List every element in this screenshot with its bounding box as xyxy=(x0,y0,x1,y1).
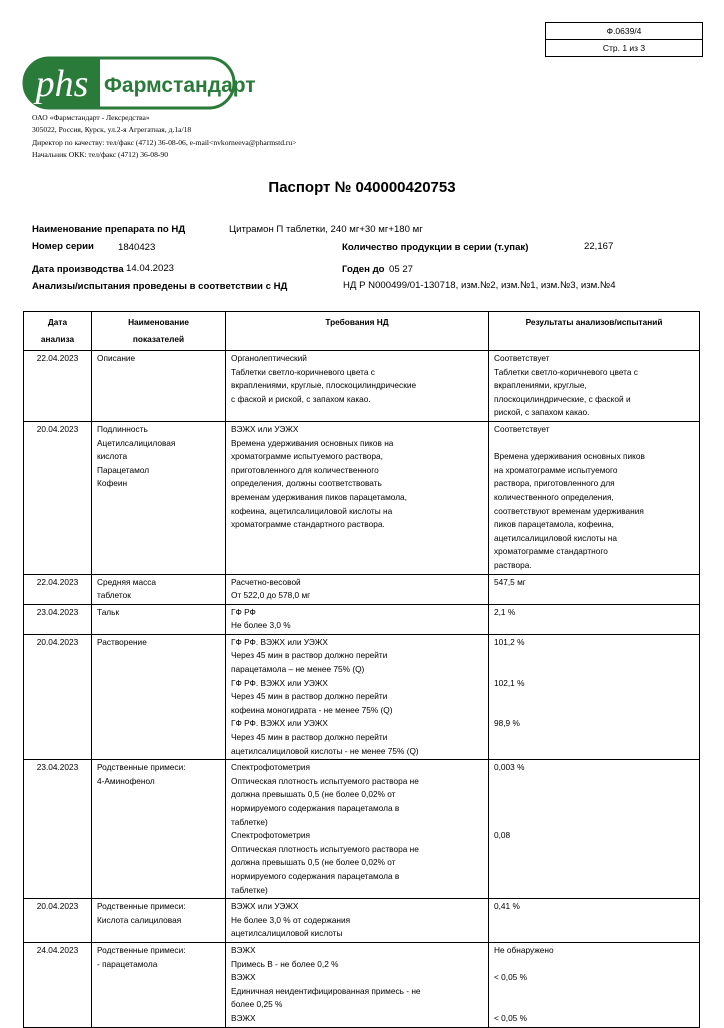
cell-results-line xyxy=(494,998,694,1012)
cell-results-line xyxy=(494,690,694,704)
cell-date xyxy=(24,351,92,422)
cell-requirements-line: приготовленного для количественного xyxy=(231,464,379,475)
cell-indicator xyxy=(92,942,226,1027)
cell-indicator-line: Родственные примеси: xyxy=(97,762,186,773)
cell-indicator xyxy=(92,574,226,604)
cell-results-line xyxy=(494,788,694,802)
cell-requirements xyxy=(226,942,489,1027)
cell-date xyxy=(24,634,92,759)
logo-brand: Фармстандарт xyxy=(104,74,256,97)
cell-indicator-line: Парацетамол xyxy=(97,464,150,475)
cell-results-line: на хроматограмме испытуемого xyxy=(494,464,618,475)
pharmstandard-logo xyxy=(22,56,256,110)
cell-results-line: 0,08 xyxy=(494,830,511,841)
cell-results xyxy=(489,574,700,604)
cell-results-line: Времена удерживания основных пиков xyxy=(494,451,645,462)
cell-requirements-line: временам удерживания пиков парацетамола, xyxy=(231,491,407,502)
company-line: Начальник ОКК: тел/факс (4712) 36-08-90 xyxy=(32,150,169,160)
cell-results xyxy=(489,899,700,943)
form-code: Ф.0639/4 xyxy=(606,26,642,36)
table-row xyxy=(24,760,700,899)
cell-requirements-line: Через 45 мин в раствор должно перейти xyxy=(231,732,388,743)
cell-requirements-line: Через 45 мин в раствор должно перейти xyxy=(231,691,388,702)
cell-requirements-line: кофеина моногидрата - не менее 75% (Q) xyxy=(231,704,393,715)
cell-indicator-line: - парацетамола xyxy=(97,958,158,969)
series-value: 1840423 xyxy=(118,242,156,253)
cell-requirements-line: Через 45 мин в раствор должно перейти xyxy=(231,650,388,661)
cell-requirements-line: ВЭЖХ или УЭЖХ xyxy=(231,901,299,912)
cell-results-line: Соответствует xyxy=(494,423,550,434)
cell-date-line: 22.04.2023 xyxy=(36,576,79,587)
cell-results xyxy=(489,634,700,759)
cell-requirements-line: ВЭЖХ xyxy=(231,972,256,983)
cell-indicator-line: кислота xyxy=(97,451,128,462)
cell-results-line: 2,1 % xyxy=(494,606,516,617)
cell-results xyxy=(489,760,700,899)
cell-requirements-line: определения, должны соответствовать xyxy=(231,478,382,489)
header-requirements: Требования НД xyxy=(226,312,489,351)
cell-date-line: 22.04.2023 xyxy=(36,353,79,363)
cell-requirements xyxy=(226,351,489,422)
cell-results-line: соответствуют временам удерживания xyxy=(494,505,644,516)
cell-date xyxy=(24,942,92,1027)
cell-indicator-line: Кофеин xyxy=(97,478,128,489)
cell-requirements-line: хроматограмме стандартного раствора. xyxy=(231,519,385,530)
cell-requirements xyxy=(226,421,489,574)
cell-date xyxy=(24,574,92,604)
expiry-label: Годен до xyxy=(342,264,385,275)
cell-requirements-line: парацетамола – не менее 75% (Q) xyxy=(231,664,365,675)
cell-indicator xyxy=(92,604,226,634)
cell-results xyxy=(489,421,700,574)
cell-requirements-line: Примесь В - не более 0,2 % xyxy=(231,958,339,969)
cell-results xyxy=(489,604,700,634)
cell-requirements-line: ВЭЖХ xyxy=(231,1012,256,1023)
cell-requirements-line: Органолептический xyxy=(231,353,307,363)
drug-value: Цитрамон П таблетки, 240 мг+30 мг+180 мг xyxy=(229,224,423,235)
cell-indicator-line: Кислота салициловая xyxy=(97,914,182,925)
cell-results-line xyxy=(494,958,694,972)
series-label: Номер серии xyxy=(32,241,94,252)
cell-results-line: 0,41 % xyxy=(494,901,520,912)
cell-results-line: 0,003 % xyxy=(494,762,525,773)
cell-requirements-line: должна превышать 0,5 (не более 0,02% от xyxy=(231,789,396,800)
cell-requirements-line: вкраплениями, круглые, плоскоцилиндрические xyxy=(231,380,417,391)
page-title: Паспорт № 040000420753 xyxy=(268,179,456,196)
cell-indicator-line: Ацетилсалициловая xyxy=(97,437,176,448)
production-date-label: Дата производства xyxy=(32,264,124,275)
cell-date xyxy=(24,421,92,574)
logo-mark: phs xyxy=(35,63,89,105)
expiry-value: 05 27 xyxy=(389,264,414,275)
cell-requirements-line: Спектрофотометрия xyxy=(231,762,311,773)
cell-requirements xyxy=(226,634,489,759)
cell-results-line: < 0,05 % xyxy=(494,1012,527,1023)
cell-requirements-line: кофеина, ацетилсалициловой кислоты на xyxy=(231,505,393,516)
cell-requirements-line: Единичная неидентифицированная примесь - не xyxy=(231,985,421,996)
cell-requirements-line: Не более 3,0 % от содержания xyxy=(231,914,351,925)
cell-indicator xyxy=(92,421,226,574)
cell-requirements-line: Не более 3,0 % xyxy=(231,620,291,631)
cell-requirements-line: ГФ РФ. ВЭЖХ или УЭЖХ xyxy=(231,718,328,729)
header-results: Результаты анализов/испытаний xyxy=(489,312,700,351)
tests-value: НД Р N000499/01-130718, изм.№2, изм.№1, изм.№3, изм.№4 xyxy=(343,280,616,291)
company-line: Директор по качеству: тел/факс (4712) 36-08-06, e-mail<nvkorneeva@pharmstd.ru> xyxy=(32,137,297,147)
header-date: Дата анализа xyxy=(24,312,92,351)
analysis-table xyxy=(23,311,700,1028)
cell-results-line: количественного определения, xyxy=(494,491,614,502)
cell-requirements-line: нормируемого содержания парацетамола в xyxy=(231,870,400,881)
cell-results-line: раствора, приготовленного для xyxy=(494,478,615,489)
cell-indicator-line: таблеток xyxy=(97,590,131,601)
cell-results-line: риской, с запахом какао. xyxy=(494,407,590,418)
cell-results-line xyxy=(494,663,694,677)
cell-results xyxy=(489,351,700,422)
page-number: Стр. 1 из 3 xyxy=(546,39,702,56)
cell-indicator xyxy=(92,351,226,422)
cell-requirements-line: должна превышать 0,5 (не более 0,02% от xyxy=(231,857,396,868)
cell-requirements-line: хроматограмме испытуемого раствора, xyxy=(231,451,383,462)
cell-requirements-line: Времена удерживания основных пиков на xyxy=(231,437,394,448)
cell-date-line: 20.04.2023 xyxy=(36,636,79,647)
cell-results-line: 98,9 % xyxy=(494,718,520,729)
cell-results-line: вкраплениями, круглые, xyxy=(494,380,587,391)
cell-results-line xyxy=(494,437,694,451)
table-row xyxy=(24,574,700,604)
cell-results-line: 547,5 мг xyxy=(494,576,526,587)
cell-results-line: плоскоцилиндрические, с фаской и xyxy=(494,393,631,404)
cell-requirements-line: с фаской и риской, с запахом какао. xyxy=(231,393,371,404)
table-row xyxy=(24,899,700,943)
cell-requirements-line: ВЭЖХ xyxy=(231,944,256,955)
cell-requirements-line: ГФ РФ. ВЭЖХ или УЭЖХ xyxy=(231,677,328,688)
cell-indicator-line: Родственные примеси: xyxy=(97,901,186,912)
cell-date-line: 24.04.2023 xyxy=(36,944,79,955)
cell-results-line: раствора. xyxy=(494,559,532,570)
drug-label: Наименование препарата по НД xyxy=(32,224,186,235)
cell-date-line: 20.04.2023 xyxy=(36,901,79,912)
cell-requirements-line: Спектрофотометрия xyxy=(231,830,311,841)
table-header-row xyxy=(24,312,700,351)
cell-indicator xyxy=(92,634,226,759)
cell-indicator xyxy=(92,899,226,943)
cell-requirements xyxy=(226,604,489,634)
cell-results-line: хроматограмме стандартного xyxy=(494,546,608,557)
cell-requirements-line: ГФ РФ. ВЭЖХ или УЭЖХ xyxy=(231,636,328,647)
quantity-label: Количество продукции в серии (т.упак) xyxy=(342,242,529,253)
company-info xyxy=(32,112,297,162)
form-code-box xyxy=(545,22,703,57)
cell-indicator-line: 4-Аминофенол xyxy=(97,775,155,786)
cell-indicator-line: Растворение xyxy=(97,636,147,647)
cell-requirements-line: нормируемого содержания парацетамола в xyxy=(231,803,400,813)
cell-date-line: 20.04.2023 xyxy=(36,423,79,434)
cell-requirements-line: ГФ РФ xyxy=(231,606,256,617)
cell-indicator-line: Подлинность xyxy=(97,423,148,434)
cell-requirements-line: Расчетно-весовой xyxy=(231,576,301,587)
cell-requirements-line: таблетке) xyxy=(231,816,268,827)
table-row xyxy=(24,351,700,422)
company-line: ОАО «Фармстандарт - Лексредства» xyxy=(32,113,150,122)
tests-label: Анализы/испытания проведены в соответствии с НД xyxy=(32,281,288,292)
cell-results-line xyxy=(494,649,694,663)
cell-results xyxy=(489,942,700,1027)
cell-requirements-line: ацетилсалициловой кислоты - не менее 75% (Q) xyxy=(231,745,419,756)
cell-requirements-line: более 0,25 % xyxy=(231,999,283,1010)
cell-results-line xyxy=(494,704,694,718)
cell-date xyxy=(24,760,92,899)
cell-requirements-line: таблетке) xyxy=(231,884,268,895)
cell-results-line: 101,2 % xyxy=(494,636,525,647)
cell-requirements-line: ацетилсалициловой кислоты xyxy=(231,928,343,939)
cell-results-line: 102,1 % xyxy=(494,677,525,688)
cell-requirements-line: Оптическая плотность испытуемого раствора не xyxy=(231,775,419,786)
cell-date xyxy=(24,899,92,943)
cell-requirements-line: ВЭЖХ или УЭЖХ xyxy=(231,423,299,434)
cell-requirements-line: От 522,0 до 578,0 мг xyxy=(231,590,311,601)
cell-results-line: Не обнаружено xyxy=(494,944,554,955)
cell-results-line: пиков парацетамола, кофеина, xyxy=(494,519,614,530)
table-row xyxy=(24,421,700,574)
cell-indicator-line: Родственные примеси: xyxy=(97,944,186,955)
cell-results-line: < 0,05 % xyxy=(494,972,527,983)
cell-indicator-line: Тальк xyxy=(97,606,120,617)
table-row xyxy=(24,604,700,634)
cell-indicator-line: Средняя масса xyxy=(97,576,156,587)
cell-results-line xyxy=(494,775,694,789)
cell-indicator-line: Описание xyxy=(97,353,136,363)
company-line: 305022, Россия, Курск, ул.2-я Агрегатная, д.1а/18 xyxy=(32,125,192,135)
cell-requirements-line: Оптическая плотность испытуемого раствора не xyxy=(231,843,419,854)
header-indicator: Наименование показателей xyxy=(92,312,226,351)
cell-date-line: 23.04.2023 xyxy=(36,762,79,773)
cell-results-line xyxy=(494,802,694,816)
cell-results-line: Соответствует xyxy=(494,353,550,363)
cell-requirements xyxy=(226,574,489,604)
cell-requirements xyxy=(226,899,489,943)
cell-date xyxy=(24,604,92,634)
quantity-value: 22,167 xyxy=(584,241,614,252)
cell-results-line xyxy=(494,985,694,999)
table-row xyxy=(24,634,700,759)
cell-requirements xyxy=(226,760,489,899)
production-date-value: 14.04.2023 xyxy=(126,263,175,274)
cell-requirements-line: Таблетки светло-коричневого цвета с xyxy=(231,366,375,377)
cell-date-line: 23.04.2023 xyxy=(36,606,79,617)
table-row xyxy=(24,942,700,1027)
cell-results-line: Таблетки светло-коричневого цвета с xyxy=(494,366,638,377)
cell-results-line xyxy=(494,816,694,830)
cell-results-line: ацетилсалициловой кислоты на xyxy=(494,532,617,543)
cell-indicator xyxy=(92,760,226,899)
